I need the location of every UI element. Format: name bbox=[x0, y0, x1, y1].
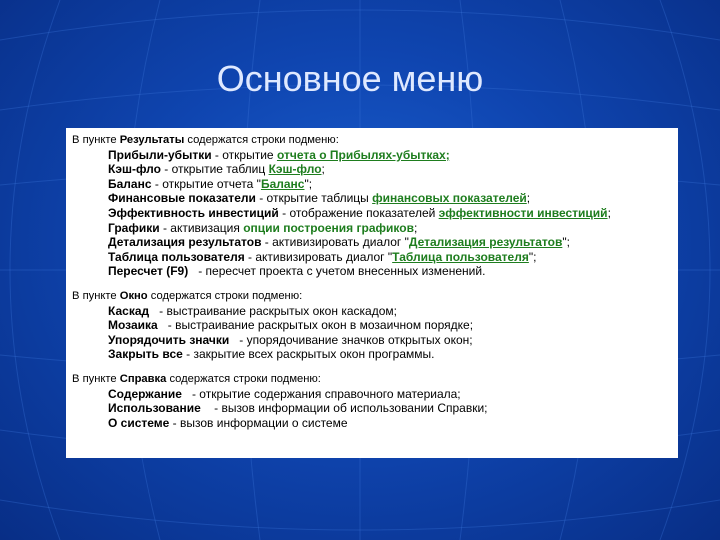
list-item bbox=[72, 387, 672, 402]
list-item bbox=[72, 206, 672, 221]
item-text: открытие bbox=[222, 147, 277, 162]
item-name: Каскад bbox=[108, 303, 150, 318]
item-name: Таблица пользователя bbox=[108, 249, 245, 264]
list-item bbox=[72, 177, 672, 192]
list-item bbox=[72, 416, 672, 431]
link-profit-report[interactable]: отчета о Прибылях-убытках; bbox=[276, 147, 450, 162]
item-text: отображение показателей bbox=[289, 205, 439, 220]
link-investment-efficiency[interactable]: эффективности инвестиций bbox=[438, 205, 608, 220]
item-separator: - bbox=[244, 249, 256, 264]
list-item bbox=[72, 347, 672, 362]
item-separator: - bbox=[255, 191, 267, 206]
list-item bbox=[72, 235, 672, 250]
list-item bbox=[72, 221, 672, 236]
link-cash-flow[interactable]: Кэш-фло bbox=[268, 162, 322, 177]
slide-title: Основное меню bbox=[216, 58, 484, 99]
item-text: выстраивание раскрытых окон в мозаичном порядке; bbox=[175, 318, 474, 333]
item-separator: - bbox=[211, 147, 223, 162]
section-gap bbox=[72, 362, 672, 372]
link-financial-indicators[interactable]: финансовых показателей bbox=[372, 191, 527, 206]
intro-pre: В пункте bbox=[72, 134, 120, 146]
list-item bbox=[72, 333, 672, 348]
item-name: Финансовые показатели bbox=[108, 191, 256, 206]
item-text: закрытие всех раскрытых окон программы. bbox=[193, 347, 435, 362]
item-tail: "; bbox=[304, 176, 313, 191]
charts-option-text: опции построения графиков bbox=[243, 220, 414, 235]
item-text: выстраивание раскрытых окон каскадом; bbox=[166, 303, 397, 318]
intro-pre: В пункте bbox=[72, 289, 120, 302]
item-separator: - bbox=[278, 205, 290, 220]
intro-post: содержатся строки подменю: bbox=[184, 134, 339, 146]
section-intro-help bbox=[72, 372, 672, 387]
item-separator: - bbox=[182, 347, 194, 362]
menu-name-results: Результаты bbox=[119, 134, 185, 146]
item-text: активизировать диалог " bbox=[255, 249, 393, 264]
item-tail: ; bbox=[413, 220, 418, 235]
item-text: пересчет проекта с учетом внесенных изменений. bbox=[205, 264, 486, 279]
list-item bbox=[72, 162, 672, 177]
item-name: Эффективность инвестиций bbox=[108, 205, 279, 220]
list-item bbox=[72, 304, 672, 319]
item-text: открытие таблиц bbox=[171, 162, 269, 177]
item-tail: "; bbox=[528, 249, 537, 264]
list-item bbox=[72, 250, 672, 265]
item-name: О системе bbox=[108, 415, 170, 430]
item-name: Детализация результатов bbox=[108, 235, 262, 250]
section-intro-window bbox=[72, 289, 672, 304]
item-name: Прибыли-убытки bbox=[108, 147, 212, 162]
item-name: Графики bbox=[108, 220, 160, 235]
section-intro-results bbox=[72, 133, 672, 148]
item-separator: - bbox=[200, 401, 222, 416]
item-separator: - bbox=[149, 303, 167, 318]
item-separator: - bbox=[160, 162, 172, 177]
item-text: вызов информации о системе bbox=[180, 415, 348, 430]
list-item bbox=[72, 264, 672, 279]
item-name: Мозаика bbox=[108, 318, 158, 333]
item-name: Использование bbox=[108, 401, 201, 416]
item-text: открытие отчета " bbox=[162, 176, 261, 191]
item-text: открытие таблицы bbox=[266, 191, 373, 206]
content-box bbox=[66, 128, 678, 458]
item-separator: - bbox=[181, 386, 200, 401]
item-name: Упорядочить значки bbox=[108, 332, 230, 347]
item-name: Содержание bbox=[108, 386, 182, 401]
item-name: Кэш-фло bbox=[108, 162, 161, 177]
item-separator: - bbox=[151, 176, 163, 191]
item-separator: - bbox=[229, 332, 247, 347]
item-name: Закрыть все bbox=[108, 347, 183, 362]
item-name: Баланс bbox=[108, 176, 152, 191]
list-item bbox=[72, 401, 672, 416]
menu-name-help: Справка bbox=[119, 372, 167, 385]
item-separator: - bbox=[157, 318, 176, 333]
link-balance[interactable]: Баланс bbox=[260, 176, 305, 191]
menu-name-window: Окно bbox=[119, 289, 148, 302]
item-tail: "; bbox=[562, 235, 570, 250]
item-separator: - bbox=[169, 415, 181, 430]
item-text: упорядочивание значков открытых окон; bbox=[246, 332, 473, 347]
intro-pre: В пункте bbox=[72, 372, 120, 385]
list-item bbox=[72, 148, 672, 163]
item-name: Пересчет (F9) bbox=[108, 264, 189, 279]
item-separator: - bbox=[159, 220, 171, 235]
intro-post: содержатся строки подменю: bbox=[166, 372, 321, 385]
section-gap bbox=[72, 279, 672, 289]
item-text: активизация bbox=[170, 220, 244, 235]
list-item bbox=[72, 318, 672, 333]
list-item bbox=[72, 191, 672, 206]
item-text: вызов информации об использовании Справки; bbox=[221, 401, 488, 416]
intro-post: содержатся строки подменю: bbox=[147, 289, 303, 302]
link-user-table[interactable]: Таблица пользователя bbox=[392, 249, 529, 264]
item-text: открытие содержания справочного материала; bbox=[199, 386, 461, 401]
item-tail: ; bbox=[607, 205, 611, 220]
item-separator: - bbox=[188, 264, 206, 279]
item-tail: ; bbox=[321, 162, 325, 177]
item-separator: - bbox=[261, 235, 273, 250]
item-text: активизировать диалог " bbox=[272, 235, 409, 250]
link-results-detail[interactable]: Детализация результатов bbox=[408, 235, 563, 250]
item-tail: ; bbox=[526, 191, 531, 206]
